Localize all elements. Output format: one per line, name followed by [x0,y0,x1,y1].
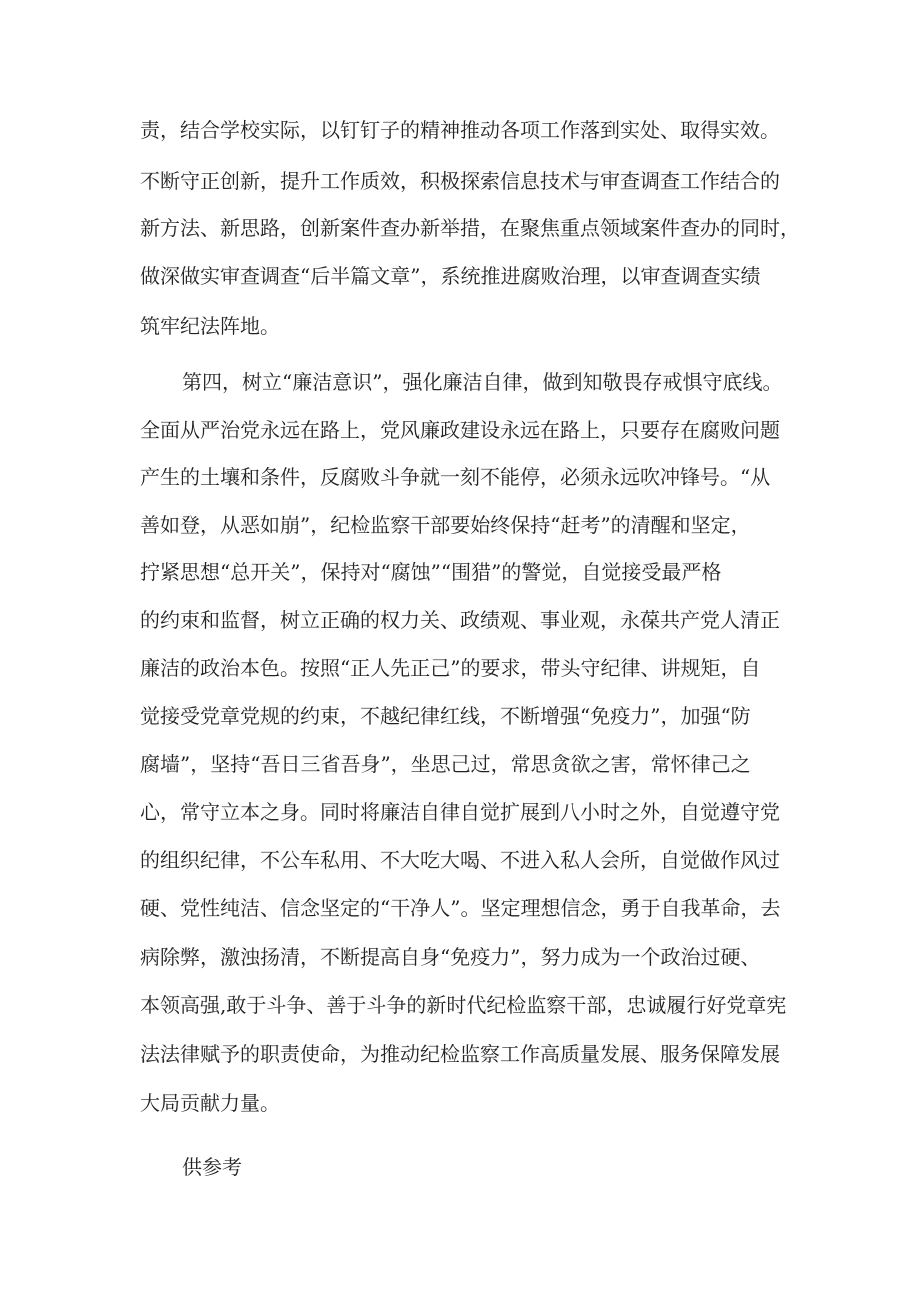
text-line: 筑牢纪法阵地。 [140,314,280,338]
text-line: 善如登，从恶如崩”，纪检监察干部要始终保持“赶考”的清醒和坚定， [140,513,751,537]
text-line: 法法律赋予的职责使命，为推动纪检监察工作高质量发展、服务保障发展 [140,1042,780,1066]
text-line: 心，常守立本之身。同时将廉洁自律自觉扩展到八小时之外，自觉遵守党 [140,800,780,824]
text-line: 新方法、新思路，创新案件查办新举措，在聚焦重点领域案件查办的同时， [140,216,800,240]
text-line: 责，结合学校实际，以钉钉子的精神推动各项工作落到实处、取得实效。 [140,118,780,142]
text-line: 本领高强,敢于斗争、善于斗争的新时代纪检监察干部，忠诚履行好党章宪 [140,993,787,1017]
text-line: 腐墙”，坚持“吾日三省吾身”，坐思己过，常思贪欲之害，常怀律己之 [140,752,751,776]
text-line: 的组织纪律，不公车私用、不大吃大喝、不进入私人会所，自觉做作风过 [140,848,780,872]
text-line: 的约束和监督，树立正确的权力关、政绩观、事业观，永葆共产党人清正 [140,608,780,632]
text-line: 做深做实审查调查“后半篇文章”，系统推进腐败治理，以审查调查实绩 [140,264,761,288]
text-line: 廉洁的政治本色。按照“正人先正己”的要求，带头守纪律、讲规矩，自 [140,656,761,680]
text-line: 产生的土壤和条件，反腐败斗争就一刻不能停，必须永远吹冲锋号。“从 [140,465,771,489]
text-line: 硬、党性纯洁、信念坚定的“干净人”。坚定理想信念，勇于自我革命，去 [140,896,781,920]
text-line: 全面从严治党永远在路上，党风廉政建设永远在路上，只要存在腐败问题 [140,418,780,442]
paragraph-heading-line: 第四，树立“廉洁意识”，强化廉洁自律，做到知敬畏存戒惧守底线。 [182,370,783,394]
text-line: 不断守正创新，提升工作质效，积极探索信息技术与审查调查工作结合的 [140,169,780,193]
text-line: 拧紧思想“总开关”，保持对“腐蚀”“围猎”的警觉，自觉接受最严格 [140,560,722,584]
text-line: 大局贡献力量。 [140,1091,280,1115]
text-line: 病除弊，激浊扬清，不断提高自身“免疫力”，努力成为一个政治过硬、 [140,945,761,969]
text-line: 觉接受党章党规的约束，不越纪律红线，不断增强“免疫力”，加强“防 [140,704,751,728]
closing-note: 供参考 [182,1155,242,1179]
